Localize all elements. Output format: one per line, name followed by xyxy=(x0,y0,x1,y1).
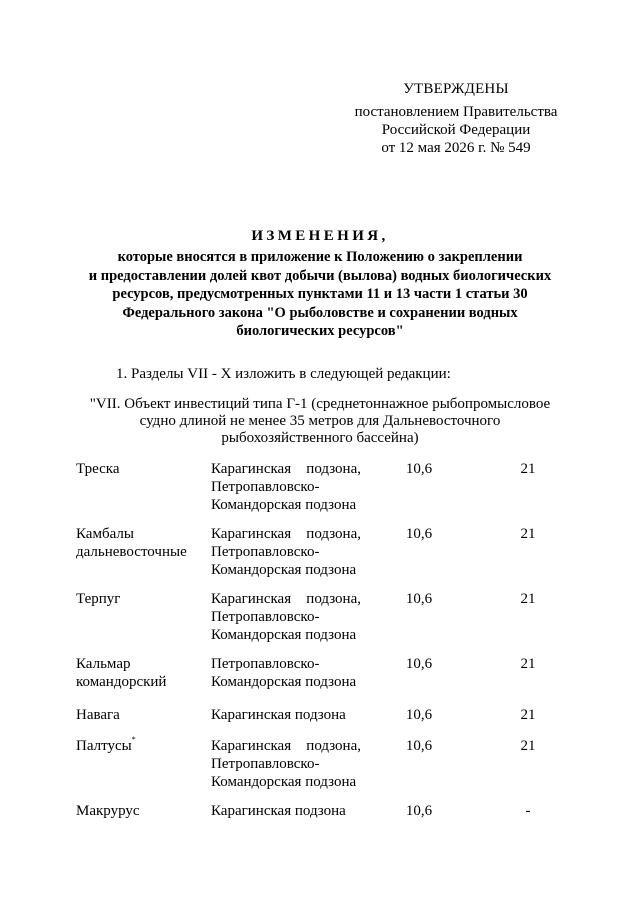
zone-cell xyxy=(211,590,361,644)
subtitle-line: ресурсов, предусмотренных пунктами 11 и 13 части 1 статьи 30 xyxy=(112,286,528,302)
approval-line-3: от 12 мая 2026 г. № 549 xyxy=(381,140,531,156)
species-name: Треска xyxy=(76,461,120,477)
zone-line: Карагинская подзона, xyxy=(211,461,361,477)
quota-cell: 21 xyxy=(520,526,536,542)
zone-cell xyxy=(211,460,361,514)
species-cell xyxy=(76,525,206,561)
zone-line: Петропавловско- xyxy=(211,756,320,772)
section-heading xyxy=(60,396,580,447)
approval-line-2: Российской Федерации xyxy=(381,122,531,138)
species-name: Макрурус xyxy=(76,803,140,819)
approval-heading: УТВЕРЖДЕНЫ xyxy=(403,81,509,97)
approval-block xyxy=(340,80,572,157)
zone-cell xyxy=(211,802,361,820)
subtitle-line: которые вносятся в приложение к Положению о закреплении xyxy=(117,249,523,265)
zone-line: Петропавловско- xyxy=(211,609,320,625)
share-cell: 10,6 xyxy=(405,803,433,819)
subtitle-line: биологических ресурсов" xyxy=(236,323,404,339)
zone-line: Петропавловско- xyxy=(211,479,320,495)
section-heading-line: рыбохозяйственного бассейна) xyxy=(221,430,419,446)
zone-line: Командорская подзона xyxy=(211,674,357,690)
species-name: Палтусы xyxy=(76,738,132,754)
share-cell: 10,6 xyxy=(405,591,433,607)
species-name: Терпуг xyxy=(76,591,121,607)
zone-line: Командорская подзона xyxy=(211,627,357,643)
zone-line: Петропавловско- xyxy=(211,656,320,672)
species-name: Навага xyxy=(76,707,120,723)
zone-cell xyxy=(211,525,361,579)
quota-cell: 21 xyxy=(520,461,536,477)
share-cell: 10,6 xyxy=(405,707,433,723)
share-cell: 10,6 xyxy=(405,738,433,754)
zone-line: Карагинская подзона xyxy=(211,707,346,723)
zone-line: Карагинская подзона xyxy=(211,803,346,819)
species-cell xyxy=(76,460,206,478)
section-heading-line: судно длиной не менее 35 метров для Дальневосточного xyxy=(139,413,501,429)
zone-line: Карагинская подзона, xyxy=(211,526,361,542)
zone-line: Карагинская подзона, xyxy=(211,738,361,754)
zone-cell xyxy=(211,706,361,724)
species-cell xyxy=(76,655,206,691)
species-cell xyxy=(76,590,206,608)
quota-cell: 21 xyxy=(520,591,536,607)
document-title: ИЗМЕНЕНИЯ, xyxy=(251,228,389,244)
quota-cell: 21 xyxy=(520,656,536,672)
zone-line: Петропавловско- xyxy=(211,544,320,560)
quota-cell: 21 xyxy=(520,707,536,723)
species-cell xyxy=(76,706,206,724)
zone-line: Командорская подзона xyxy=(211,774,357,790)
share-cell: 10,6 xyxy=(405,656,433,672)
share-cell: 10,6 xyxy=(405,526,433,542)
species-cell xyxy=(76,802,206,820)
zone-cell xyxy=(211,737,361,791)
zone-line: Командорская подзона xyxy=(211,562,357,578)
quota-cell: 21 xyxy=(520,738,536,754)
paragraph-1: 1. Разделы VII - X изложить в следующей редакции: xyxy=(116,366,451,382)
species-name: Кальмар командорский xyxy=(76,656,167,690)
footnote-mark: * xyxy=(131,735,136,744)
zone-cell xyxy=(211,655,361,691)
zone-line: Карагинская подзона, xyxy=(211,591,361,607)
section-heading-line: "VII. Объект инвестиций типа Г-1 (среднетоннажное рыбопромысловое xyxy=(89,396,551,412)
approval-line-1: постановлением Правительства xyxy=(354,104,558,120)
zone-line: Командорская подзона xyxy=(211,497,357,513)
document-subtitle xyxy=(60,248,580,341)
species-name: Камбалы дальневосточные xyxy=(76,526,187,560)
share-cell: 10,6 xyxy=(405,461,433,477)
subtitle-line: Федерального закона "О рыболовстве и сохранении водных xyxy=(122,304,518,321)
subtitle-line: и предоставлении долей квот добычи (вылова) водных биологических xyxy=(88,267,552,284)
quota-cell: - xyxy=(525,803,531,819)
species-cell xyxy=(76,737,206,755)
